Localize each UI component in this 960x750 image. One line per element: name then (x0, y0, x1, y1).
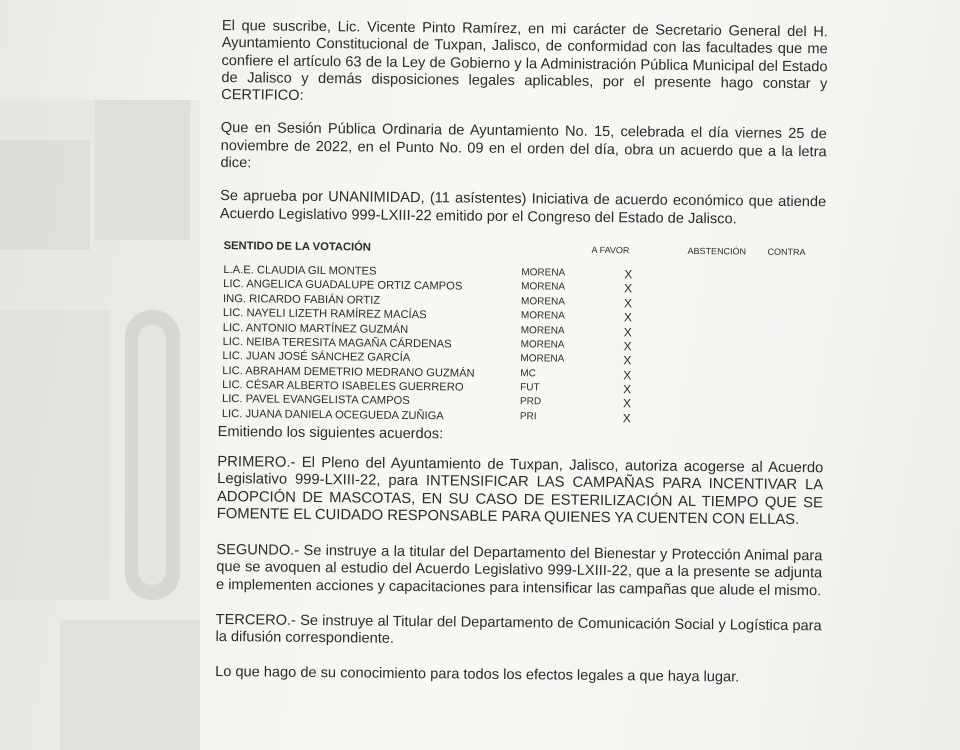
vote-mark: X (624, 281, 633, 296)
vote-mark: X (622, 396, 632, 411)
vote-mark: X (623, 353, 632, 368)
voter-party: MC (520, 367, 536, 380)
col-favor: A FAVOR (591, 244, 630, 256)
voter-name: LIC. ANGELICA GUADALUPE ORTIZ CAMPOS (223, 278, 463, 293)
intro-paragraph: El que suscribe, Lic. Vicente Pinto Ramírez, en mi carácter de Secretario General del H. Ayuntamiento Constitucional de Tuxpan, Jalisco, de conformidad con las facultades que me confiere el artículo 63 de la Ley de Gobierno y la Administración Pública Municipal del Estado de Jalisco y demás disposiciones legales aplicables, por el presente hago constar y CERTIFICO: (221, 18, 828, 105)
approval-paragraph: Se aprueba por UNANIMIDAD, (11 asístentes) Iniciativa de acuerdo económico que atiende Acuerdo Legislativo 999-LXIII-22 emitido por el Congreso del Estado de Jalisco. (219, 188, 827, 228)
voter-party: MORENA (520, 324, 565, 337)
third-agreement: TERCERO.- Se instruye al Titular del Departamento de Comunicación Social y Logística para la difusión correspondiente. (215, 611, 822, 647)
vote-mark: X (623, 339, 632, 354)
voter-name: LIC. PAVEL EVANGELISTA CAMPOS (221, 393, 410, 408)
second-agreement: SEGUNDO.- Se instruye a la titular del Departamento del Bienestar y Protección Animal para que se avoquen al estudio del Acuerdo Legislativo 999-LXIII-22, que a la presente se adjunta e implementen acciones y capacitaciones para intensificar las campañas que alude el mismo. (215, 541, 823, 599)
vote-mark: X (622, 411, 631, 426)
col-against: CONTRA (767, 246, 806, 258)
voter-name: LIC. ABRAHAM DEMETRIO MEDRANO GUZMÁN (222, 364, 475, 380)
certificate-body (215, 18, 828, 688)
voter-party: MORENA (520, 295, 566, 308)
first-agreement: PRIMERO.- El Pleno del Ayuntamiento de Tuxpan, Jalisco, autoriza acogerse al Acuerdo Legislativo 999-LXIII-22, para INTENSIFICAR LAS CAMPAÑAS PARA INCENTIVAR LA ADOPCIÓN DE MASCOTAS, EN SU CASO DE ESTERILIZACIÓN AL TIEMPO QUE SE FOMENTE EL CUIDADO RESPONSABLE PARA QUIENES YA CUENTEN CON ELLAS. (216, 453, 824, 529)
vote-heading: SENTIDO DE LA VOTACIÓN (223, 239, 371, 254)
col-abstention: ABSTENCIÓN (687, 245, 747, 257)
vote-mark: X (623, 367, 632, 383)
closing-paragraph: Lo que hago de su conocimiento para todos los efectos legales a que haya lugar. (215, 664, 740, 686)
voter-party: MORENA (520, 353, 565, 365)
voter-party: MORENA (520, 310, 565, 322)
voter-party: MORENA (520, 339, 565, 351)
voter-name: LIC. JUANA DANIELA OCEGUEDA ZUÑIGA (221, 407, 444, 423)
voter-name: LIC. JUAN JOSÉ SÁNCHEZ GARCÍA (222, 350, 411, 365)
emit-line: Emitiendo los siguientes acuerdos: (217, 424, 444, 443)
voter-party: PRI (519, 411, 537, 423)
vote-mark: X (623, 382, 632, 397)
watermark-logo (0, 100, 200, 750)
vote-mark: X (624, 267, 633, 282)
vote-mark: X (623, 310, 632, 325)
vote-mark: X (623, 295, 633, 311)
voter-name: LIC. NEIBA TERESITA MAGAÑA CÁRDENAS (222, 335, 452, 351)
vote-mark: X (623, 324, 632, 339)
voter-name: LIC. NAYELI LIZETH RAMÍREZ MACÍAS (222, 307, 427, 322)
voter-party: PRD (519, 396, 542, 408)
voter-name: LIC. ANTONIO MARTÍNEZ GUZMÁN (222, 321, 409, 336)
session-paragraph: Que en Sesión Pública Ordinaria de Ayuntamiento No. 15, celebrada el día viernes 25 de noviembre de 2022, en el Punto No. 09 en el orden del día, obra un acuerdo que a la letra dice: (220, 120, 827, 172)
vote-table (218, 239, 826, 428)
voter-party: MORENA (521, 281, 566, 293)
voter-name: LIC. CÉSAR ALBERTO ISABELES GUERRERO (222, 379, 464, 394)
voter-party: MORENA (521, 267, 566, 279)
voter-party: FUT (520, 382, 540, 394)
voter-name: ING. RICARDO FABIÁN ORTIZ (222, 292, 381, 307)
voter-name: L.A.E. CLAUDIA GIL MONTES (223, 263, 377, 278)
vote-rows (218, 263, 826, 428)
